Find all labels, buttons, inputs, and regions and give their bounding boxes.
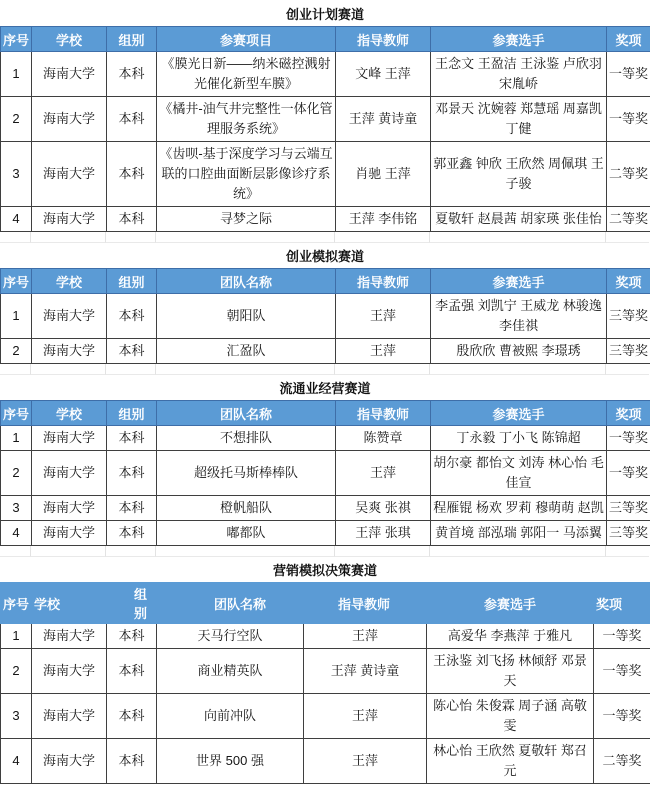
table-cell: 一等奖 <box>607 52 650 97</box>
table-cell: 商业精英队 <box>157 649 304 694</box>
table-cell: 4 <box>1 207 32 232</box>
table-cell: 《橘井-油气井完整性一体化管理服务系统》 <box>157 97 336 142</box>
table-cell: 丁永毅 丁小飞 陈锦超 <box>431 426 607 451</box>
table-cell: 胡尔豪 都怡文 刘涛 林心怡 毛佳宣 <box>431 451 607 496</box>
column-header: 指导教师 <box>336 401 431 426</box>
table-row <box>1 142 650 207</box>
table-cell: 本科 <box>107 739 157 784</box>
table-cell: 王泳鉴 刘飞扬 林倾舒 邓景天 <box>427 649 594 694</box>
table-cell: 本科 <box>107 97 157 142</box>
table-cell: 超级托马斯棒棒队 <box>157 451 336 496</box>
track-title: 流通业经营赛道 <box>0 381 650 397</box>
table-cell: 海南大学 <box>32 142 107 207</box>
table-cell: 邓景天 沈婉蓉 郑慧瑶 周嘉凯 丁健 <box>431 97 607 142</box>
table-cell: 林心怡 王欣然 夏敬轩 郑召元 <box>427 739 594 784</box>
table-cell: 王萍 <box>304 694 427 739</box>
table-cell: 本科 <box>107 426 157 451</box>
table-cell: 向前冲队 <box>157 694 304 739</box>
table-cell: 一等奖 <box>594 649 650 694</box>
table-cell: 夏敬轩 赵晨茜 胡家瑛 张佳怡 <box>431 207 607 232</box>
header-row <box>1 401 650 426</box>
table-cell: 海南大学 <box>32 426 107 451</box>
table-cell: 二等奖 <box>607 142 650 207</box>
table-cell: 本科 <box>107 451 157 496</box>
table-cell: 三等奖 <box>607 496 650 521</box>
table-cell: 二等奖 <box>594 739 650 784</box>
ghost-row <box>0 546 650 556</box>
column-header: 学校 <box>32 27 107 52</box>
table-cell: 三等奖 <box>607 339 650 364</box>
table-cell: 海南大学 <box>32 97 107 142</box>
table-cell: 朝阳队 <box>157 294 336 339</box>
table-cell: 肖驰 王萍 <box>336 142 431 207</box>
table-cell: 2 <box>1 97 32 142</box>
table-row <box>1 521 650 546</box>
table-row <box>1 739 650 784</box>
table-cell: 寻梦之际 <box>157 207 336 232</box>
table-body <box>1 52 650 232</box>
table-row <box>1 97 650 142</box>
column-header: 学校 <box>32 269 107 294</box>
table-row <box>1 426 650 451</box>
table-cell: 不想排队 <box>157 426 336 451</box>
table-body <box>1 426 650 546</box>
table-cell: 《齿呗-基于深度学习与云端互联的口腔曲面断层影像诊疗系统》 <box>157 142 336 207</box>
table-cell: 4 <box>1 739 32 784</box>
startup-plan-table <box>0 26 650 232</box>
table-cell: 3 <box>1 496 32 521</box>
track-title: 营销模拟决策赛道 <box>0 563 650 579</box>
table-cell: 三等奖 <box>607 521 650 546</box>
table-cell: 本科 <box>107 339 157 364</box>
table-body <box>1 294 650 364</box>
table-cell: 1 <box>1 294 32 339</box>
column-header: 组别 <box>107 269 157 294</box>
table-cell: 海南大学 <box>32 521 107 546</box>
table-cell: 陈赞章 <box>336 426 431 451</box>
column-header: 指导教师 <box>304 583 427 624</box>
table-cell: 本科 <box>107 521 157 546</box>
table-cell: 黄首境 部泓瑞 郭阳一 马添翼 <box>431 521 607 546</box>
table-cell: 王萍 <box>336 451 431 496</box>
table-row <box>1 649 650 694</box>
table-cell: 文峰 王萍 <box>336 52 431 97</box>
table-header <box>1 27 650 52</box>
header-row <box>1 27 650 52</box>
table-cell: 海南大学 <box>32 694 107 739</box>
table-cell: 海南大学 <box>32 649 107 694</box>
table-cell: 海南大学 <box>32 207 107 232</box>
ghost-row <box>0 364 650 374</box>
table-row <box>1 207 650 232</box>
table-row <box>1 624 650 649</box>
table-header <box>1 269 650 294</box>
table-cell: 本科 <box>107 294 157 339</box>
table-cell: 本科 <box>107 142 157 207</box>
table-cell: 郭亚鑫 钟欣 王欣然 周佩琪 王子骏 <box>431 142 607 207</box>
column-header: 指导教师 <box>336 269 431 294</box>
column-header: 组别 <box>107 27 157 52</box>
table-cell: 海南大学 <box>32 52 107 97</box>
table-cell: 2 <box>1 339 32 364</box>
section-marketing-simulation-track <box>0 563 650 784</box>
table-row <box>1 52 650 97</box>
table-cell: 《膜光日新——纳米磁控溅射光催化新型车膜》 <box>157 52 336 97</box>
table-cell: 本科 <box>107 624 157 649</box>
table-cell: 程雁锟 杨欢 罗莉 穆萌萌 赵凯 <box>431 496 607 521</box>
table-header <box>1 583 650 624</box>
table-cell: 一等奖 <box>607 451 650 496</box>
table-cell: 4 <box>1 521 32 546</box>
table-cell: 王萍 张琪 <box>336 521 431 546</box>
column-header: 序号 <box>1 269 32 294</box>
table-cell: 本科 <box>107 496 157 521</box>
table-cell: 王萍 黄诗童 <box>304 649 427 694</box>
column-header: 参赛项目 <box>157 27 336 52</box>
table-cell: 本科 <box>107 694 157 739</box>
column-header: 团队名称 <box>157 269 336 294</box>
table-cell: 李孟强 刘凯宁 王威龙 林骏逸 李佳祺 <box>431 294 607 339</box>
table-cell: 吴爽 张祺 <box>336 496 431 521</box>
table-row <box>1 694 650 739</box>
table-cell: 殷欣欣 曹被熙 李璟琇 <box>431 339 607 364</box>
header-row <box>1 583 650 624</box>
column-header: 奖项 <box>607 269 650 294</box>
column-header: 组别 <box>107 583 157 624</box>
table-cell: 1 <box>1 52 32 97</box>
table-header <box>1 401 650 426</box>
table-cell: 陈心怡 朱俊霖 周子涵 高敬雯 <box>427 694 594 739</box>
table-cell: 二等奖 <box>607 207 650 232</box>
table-cell: 2 <box>1 451 32 496</box>
column-header: 参赛选手 <box>431 401 607 426</box>
table-cell: 橙帆船队 <box>157 496 336 521</box>
table-cell: 王念文 王盈洁 王泳鉴 卢欣羽 宋胤峤 <box>431 52 607 97</box>
header-row <box>1 269 650 294</box>
track-title: 创业计划赛道 <box>0 7 650 23</box>
column-header: 参赛选手 <box>431 27 607 52</box>
table-cell: 王萍 <box>336 294 431 339</box>
column-header: 序号 <box>1 583 32 624</box>
table-cell: 本科 <box>107 52 157 97</box>
table-row <box>1 339 650 364</box>
table-cell: 海南大学 <box>32 451 107 496</box>
track-title: 创业模拟赛道 <box>0 249 650 265</box>
table-cell: 世界 500 强 <box>157 739 304 784</box>
table-cell: 嘟都队 <box>157 521 336 546</box>
table-row <box>1 451 650 496</box>
column-header: 组别 <box>107 401 157 426</box>
column-header: 参赛选手 <box>427 583 594 624</box>
column-header: 奖项 <box>607 27 650 52</box>
table-cell: 高爱华 李燕萍 于雅凡 <box>427 624 594 649</box>
table-row <box>1 496 650 521</box>
column-header: 序号 <box>1 27 32 52</box>
section-startup-plan-track <box>0 7 650 242</box>
column-header: 奖项 <box>607 401 650 426</box>
table-cell: 三等奖 <box>607 294 650 339</box>
column-header: 团队名称 <box>157 583 304 624</box>
ghost-row <box>0 232 650 242</box>
table-cell: 本科 <box>107 207 157 232</box>
table-cell: 2 <box>1 649 32 694</box>
table-row <box>1 294 650 339</box>
column-header: 奖项 <box>594 583 650 624</box>
table-cell: 海南大学 <box>32 339 107 364</box>
table-cell: 本科 <box>107 649 157 694</box>
column-header: 指导教师 <box>336 27 431 52</box>
table-cell: 海南大学 <box>32 739 107 784</box>
column-header: 团队名称 <box>157 401 336 426</box>
column-header: 学校 <box>32 401 107 426</box>
table-cell: 王萍 <box>304 624 427 649</box>
table-cell: 一等奖 <box>607 97 650 142</box>
table-cell: 天马行空队 <box>157 624 304 649</box>
table-body <box>1 624 650 784</box>
marketing-simulation-table <box>0 582 650 784</box>
table-cell: 王萍 李伟铭 <box>336 207 431 232</box>
section-startup-simulation-track <box>0 249 650 374</box>
table-cell: 3 <box>1 694 32 739</box>
table-cell: 3 <box>1 142 32 207</box>
table-cell: 1 <box>1 624 32 649</box>
table-cell: 王萍 <box>336 339 431 364</box>
section-distribution-business-track <box>0 381 650 556</box>
table-cell: 海南大学 <box>32 496 107 521</box>
table-cell: 海南大学 <box>32 294 107 339</box>
table-cell: 一等奖 <box>594 624 650 649</box>
startup-simulation-table <box>0 268 650 364</box>
table-cell: 一等奖 <box>607 426 650 451</box>
table-cell: 1 <box>1 426 32 451</box>
column-header: 参赛选手 <box>431 269 607 294</box>
column-header: 序号 <box>1 401 32 426</box>
column-header: 学校 <box>32 583 107 624</box>
table-cell: 王萍 <box>304 739 427 784</box>
distribution-business-table <box>0 400 650 546</box>
table-cell: 汇盈队 <box>157 339 336 364</box>
table-cell: 一等奖 <box>594 694 650 739</box>
table-cell: 海南大学 <box>32 624 107 649</box>
table-cell: 王萍 黄诗童 <box>336 97 431 142</box>
